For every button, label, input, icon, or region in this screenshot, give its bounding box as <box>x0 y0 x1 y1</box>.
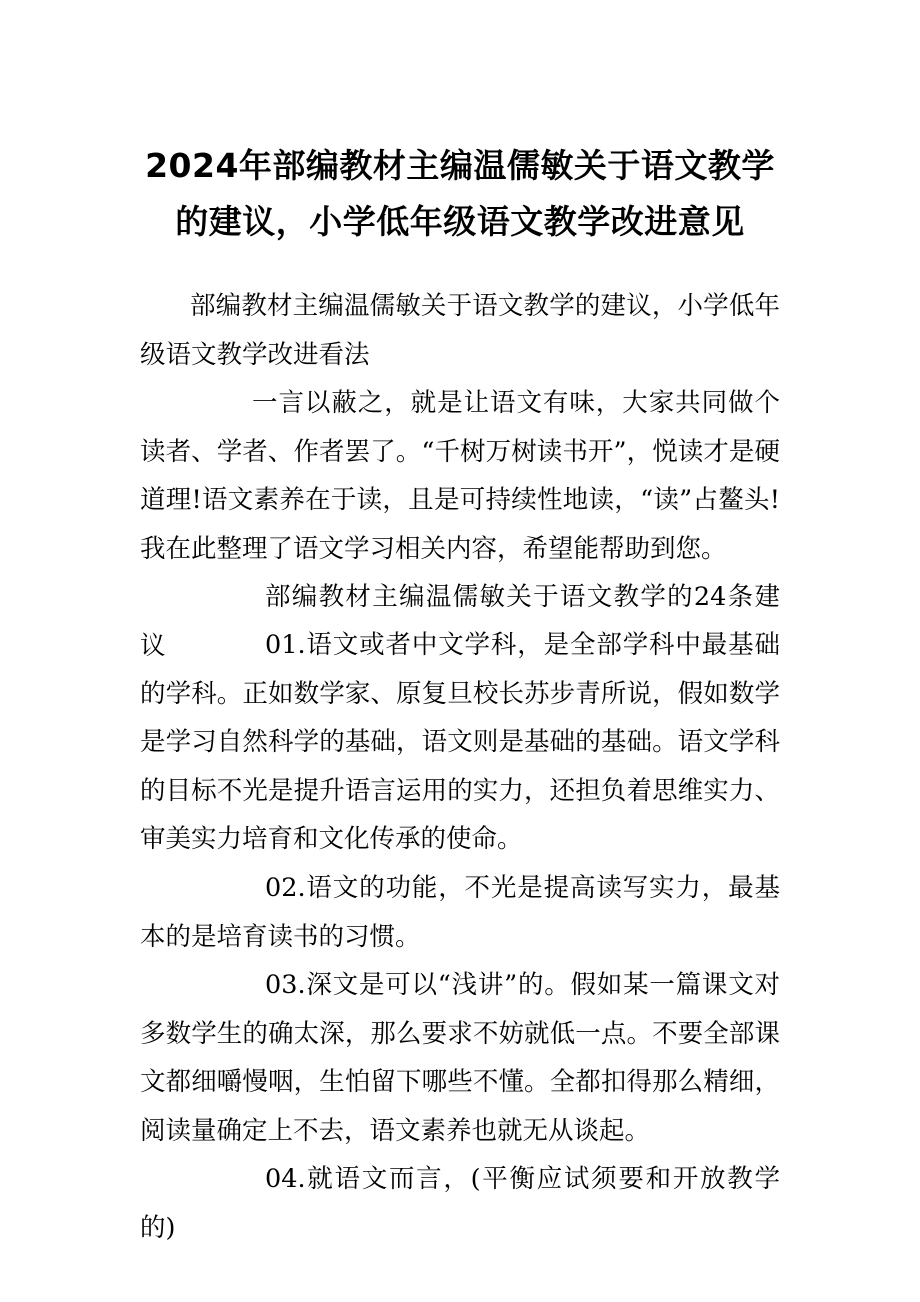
document-title-line-1: 2024年部编教材主编温儒敏关于语文教学 <box>145 146 775 185</box>
suggestion-item-04: 04.就语文而言，(平衡应试须要和开放教学的) <box>140 1164 780 1243</box>
section-heading: 部编教材主编温儒敏关于语文教学的24条建议 <box>140 582 780 661</box>
document-title-line-2: 的建议，小学低年级语文教学改进意见 <box>175 202 745 241</box>
summary-paragraph: 一言以蔽之，就是让语文有味，大家共同做个读者、学者、作者罢了。“千树万树读书开”，悦读才是硬道理!语文素养在于读，且是可持续性地读，“读”占鳌头!我在此整理了语文学习相关内容，希望能帮助到您。 <box>140 388 780 564</box>
suggestion-item-01: 01.语文或者中文学科，是全部学科中最基础的学科。正如数学家、原复旦校长苏步青所说，假如数学是学习自然科学的基础，语文则是基础的基础。语文学科的目标不光是提升语言运用的实力，还担负着思维实力、审美实力培育和文化传承的使命。 <box>140 630 780 854</box>
suggestion-item-03: 03.深文是可以“浅讲”的。假如某一篇课文对多数学生的确太深，那么要求不妨就低一点。不要全部课文都细嚼慢咽，生怕留下哪些不懂。全都扣得那么精细，阅读量确定上不去，语文素养也就无从谈起。 <box>140 970 780 1146</box>
suggestion-item-02: 02.语文的功能，不光是提高读写实力，最基本的是培育读书的习惯。 <box>140 873 780 952</box>
intro-paragraph: 部编教材主编温儒敏关于语文教学的建议，小学低年级语文教学改进看法 <box>140 291 780 370</box>
